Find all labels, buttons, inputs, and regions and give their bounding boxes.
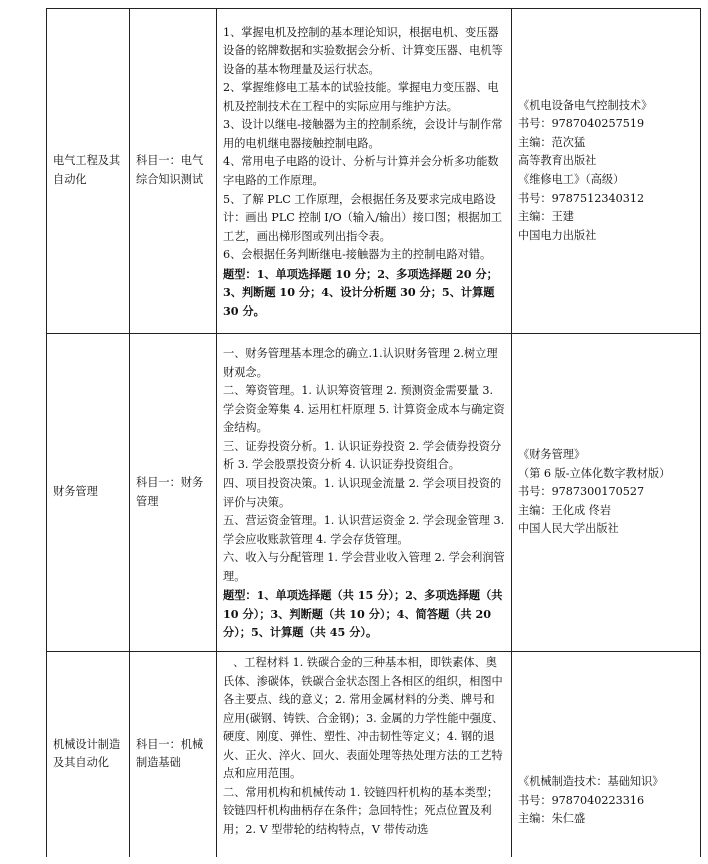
content-item: 4、常用电子电路的设计、分析与计算并会分析多功能数字电路的工作原理。 [223, 155, 499, 187]
major-name: 机械设计制造及其自动化 [53, 737, 121, 770]
table-row [47, 334, 701, 652]
book-line: 中国电力出版社 [518, 228, 597, 242]
textbook-cell [512, 9, 701, 334]
content-item: 1、掌握电机及控制的基本理论知识，根据电机、变压器设备的铭牌数据和实验数据会分析、计算变压器、电机等设备的基本物理量及运行状态。 [223, 25, 503, 76]
content-item: 五、营运资金管理。1. 认识营运资金 2. 学会现金管理 3. 学会应收账款管理 4. 学会存货管理。 [223, 514, 505, 546]
subject-cell [130, 334, 217, 652]
subject-name: 科目一：电气综合知识测试 [136, 154, 204, 186]
book-line: 《维修电工》（高级） [518, 173, 625, 186]
syllabus-table [46, 8, 701, 857]
book-line: 中国人民大学出版社 [518, 522, 619, 536]
book-line: 书号：9787040223316 [518, 793, 645, 807]
content-item: 2、掌握维修电工基本的试验技能。掌握电力变压器、电机及控制技术在工程中的实际应用与维护方法。 [223, 81, 499, 113]
content-cell [217, 334, 512, 652]
content-item: 一、财务管理基本理念的确立.1.认识财务管理 2.树立理财观念。 [223, 347, 498, 379]
book-line: 《机电设备电气控制技术》 [518, 98, 653, 112]
book-line: 主编：王建 [518, 210, 574, 224]
subject-name: 科目一：机械制造基础 [136, 737, 204, 770]
subject-cell [130, 9, 217, 334]
subject-name: 科目一：财务管理 [136, 475, 204, 508]
content-item: 六、收入与分配管理 1. 学会营业收入管理 2. 学会利润管理。 [223, 551, 505, 583]
table-row [47, 9, 701, 334]
subject-cell [130, 652, 217, 857]
textbook-cell [512, 334, 701, 652]
book-line: 《财务管理》 [518, 448, 586, 462]
major-cell [47, 9, 130, 334]
question-types: 题型：1、单项选择题 10 分；2、多项选择题 20 分；3、判断题 10 分；4、设计分析题 30 分；5、计算题 30 分。 [223, 266, 498, 318]
major-name: 电气工程及其自动化 [53, 154, 121, 186]
table-row [47, 652, 701, 857]
major-name: 财务管理 [53, 485, 98, 499]
book-line: 书号：9787040257519 [518, 117, 645, 131]
content-item: 四、项目投资决策。1. 认识现金流量 2. 学会项目投资的评价与决策。 [223, 476, 502, 509]
content-item: 5、了解 PLC 工作原理，会根据任务及要求完成电路设计：画出 PLC 控制 I/O（输入/输出）接口图；根据加工工艺，画出梯形图或列出指令表。 [223, 192, 503, 243]
major-cell [47, 652, 130, 857]
content-item: 二、常用机构和机械传动 1. 铰链四杆机构的基本类型；铰链四杆机构曲柄存在条件；急回特性；死点位置及利用；2. V 型带轮的结构特点，V 带传动选 [223, 785, 499, 836]
content-item: 6、会根据任务判断继电-接触器为主的控制电路对错。 [223, 248, 492, 262]
textbook-cell [512, 652, 701, 857]
content-cell [217, 652, 512, 857]
book-line: 主编：范次猛 [518, 135, 586, 149]
content-item: 二、筹资管理。1. 认识筹资管理 2. 预测资金需要量 3. 学会资金筹集 4. 运用杠杆原理 5. 计算资金成本与确定资金结构。 [223, 384, 505, 435]
question-types: 题型：1、单项选择题（共 15 分）；2、多项选择题（共 10 分）；3、判断题（共 10 分）；4、简答题（共 20 分）；5、计算题（共 45 分）。 [223, 588, 503, 640]
book-line: 《机械制造技术：基础知识》 [518, 775, 664, 788]
book-line: （第 6 版-立体化数字教材版） [518, 466, 671, 480]
major-cell [47, 334, 130, 652]
content-item: 、工程材料 1. 铁碳合金的三种基本相，即铁素体、奥氏体、渗碳体，铁碳合金状态图上各相区的组织，相图中各主要点、线的意义；2. 常用金属材料的分类、牌号和应用(碳钢、铸铁、合金钢)；3. 金属的力学性能中强度、硬度、刚度、弹性、塑性、冲击韧性等定义；4. 钢的退火、正火、淬火、回火、表面处理等热处理方法的工艺特点和应用范围。 [223, 656, 504, 781]
book-line: 书号：9787512340312 [518, 191, 645, 205]
content-item: 3、设计以继电-接触器为主的控制系统，会设计与制作常用的电机继电器接触控制电路。 [223, 118, 503, 150]
book-line: 主编：王化成 佟岩 [518, 503, 612, 517]
content-item: 三、证券投资分析。1. 认识证券投资 2. 学会债券投资分析 3. 学会股票投资分析 4. 认识证券投资组合。 [223, 439, 502, 472]
book-line: 主编：朱仁盛 [518, 812, 586, 826]
book-line: 书号：9787300170527 [518, 485, 645, 499]
book-line: 高等教育出版社 [518, 154, 597, 168]
content-cell [217, 9, 512, 334]
